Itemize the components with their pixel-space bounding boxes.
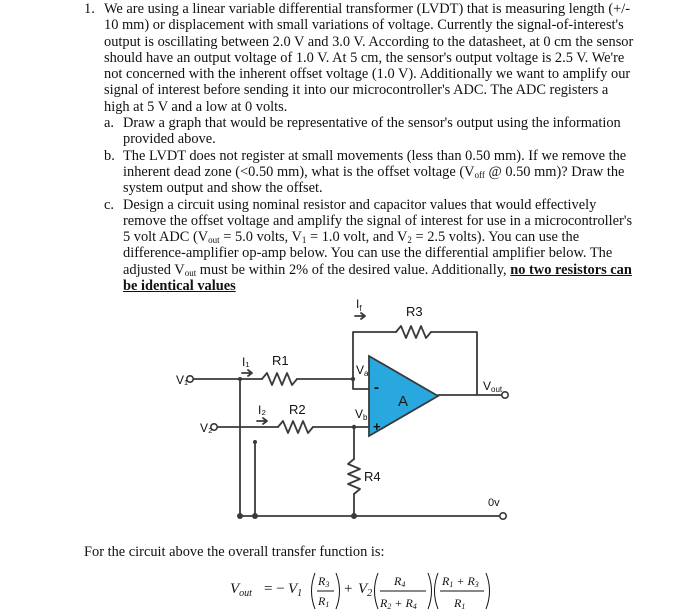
v2-ground-node (252, 513, 258, 519)
formula-den-r1: R1 (454, 596, 466, 611)
difference-amplifier-circuit (150, 286, 530, 526)
vb-label: Vb (355, 407, 368, 422)
part-b-text: The LVDT does not register at small movements (less than 0.50 mm). If we remove the inherent dead zone (<0.50 mm), what is the offset voltage ($V_{off}$ @ 0.50 mm)? Draw the system output and show the offset. (123, 147, 627, 197)
i2-arrow (257, 418, 267, 424)
r4-label: R4 (364, 469, 381, 484)
v2-label: V₂ (200, 421, 213, 435)
ground-label: 0v (488, 497, 500, 509)
r1-to-va-wire (297, 379, 369, 389)
problem-number: 1. (84, 1, 95, 17)
opamp-minus: - (374, 379, 379, 396)
r2-resistor (278, 421, 313, 433)
v2-branch-node (253, 440, 257, 444)
part-b-label: b. (104, 147, 115, 164)
v1-ground-node (237, 513, 243, 519)
transfer-function (230, 565, 510, 613)
problem-body (104, 1, 636, 294)
formula-v2: $V_2$ (358, 581, 373, 599)
r2-label: R2 (289, 402, 306, 417)
vout-terminal (502, 392, 508, 398)
if-arrow (355, 313, 365, 319)
v1-label: V₁ (176, 373, 189, 387)
part-a (104, 115, 636, 148)
paren-2-right (428, 573, 432, 609)
part-b (104, 148, 636, 197)
formula-vout: $V_{out}$ (230, 581, 252, 599)
part-a-text: Draw a graph that would be representative of the sensor's output using the information provided above. (123, 115, 621, 148)
i1-arrow (242, 370, 252, 376)
vout-label: Vout (483, 379, 503, 394)
r4-resistor (348, 459, 360, 494)
r1-label: R1 (272, 353, 289, 368)
i1-label: I₁ (242, 355, 250, 369)
opamp-label: A (398, 393, 409, 410)
formula-r1: R1 (318, 594, 330, 609)
feedback-right-wire (431, 332, 477, 395)
formula-v1: $V_1$ (288, 581, 303, 599)
r3-label: R3 (406, 304, 423, 319)
paren-3-right (486, 573, 490, 609)
paren-2-left (375, 573, 379, 609)
r4-ground-node (351, 513, 357, 519)
opamp-plus: + (373, 419, 381, 434)
caption: For the circuit above the overall transfer function is: (84, 544, 385, 560)
formula-r3: R3 (318, 574, 330, 589)
formula-plus: + (344, 581, 353, 597)
part-a-label: a. (104, 115, 114, 132)
part-c-text: Design a circuit using nominal resistor and capacitor values that would effectively remove the offset voltage and amplify the signal of interest for use in a microcontroller's 5 volt ADC ($V_{out} = 5.0$ volts, $V_1 = 1.0$ volt, and $V_2 = 2.5$ volts). You can use the difference-amplifier op-amp below. You can use the differential amplifier below. The adjusted $V_{out}$ must be within 2% of the desired value. Additionally, no two resistors can be identical values (123, 196, 633, 295)
v1-branch-node (238, 377, 242, 381)
if-label: $I_f$ (356, 297, 362, 313)
part-c-label: c. (104, 196, 114, 213)
paren-1-right (336, 573, 340, 609)
r1-resistor (262, 373, 297, 385)
vb-junction (352, 425, 356, 429)
i2-label: I₂ (258, 403, 266, 417)
paren-1-left (312, 573, 316, 609)
part-c (104, 197, 636, 295)
part-c-emphasis: no two resistors can be identical values (123, 261, 632, 295)
problem-intro: We are using a linear variable differential transformer (LVDT) that is measuring length (+/- 10 mm) or displacement with small variations of voltage. Currently the signal-of-interest's output is oscillating between 2.0 V and 3.0 V. According to the datasheet, at 0 cm the sensor should have an output voltage of 1.0 V. At 5 cm, the sensor's output voltage is 2.5 V. We're not concerned with the inherent offset voltage (1.0 V). Additionally we want to amplify our signal of interest before sending it into our microcontroller's ADC. The ADC registers a high at 5 V and a low at 0 volts. (104, 1, 634, 115)
paren-3-left (435, 573, 439, 609)
feedback-junction (351, 377, 355, 381)
r3-resistor (396, 326, 431, 338)
va-label: Va (356, 363, 369, 378)
formula-r4: R4 (394, 574, 406, 589)
formula-eq: = − (264, 581, 285, 597)
ground-terminal (500, 513, 506, 519)
formula-r2r4: R2 + R4 (380, 596, 417, 611)
formula-r1r3: R1 + R3 (442, 574, 479, 589)
